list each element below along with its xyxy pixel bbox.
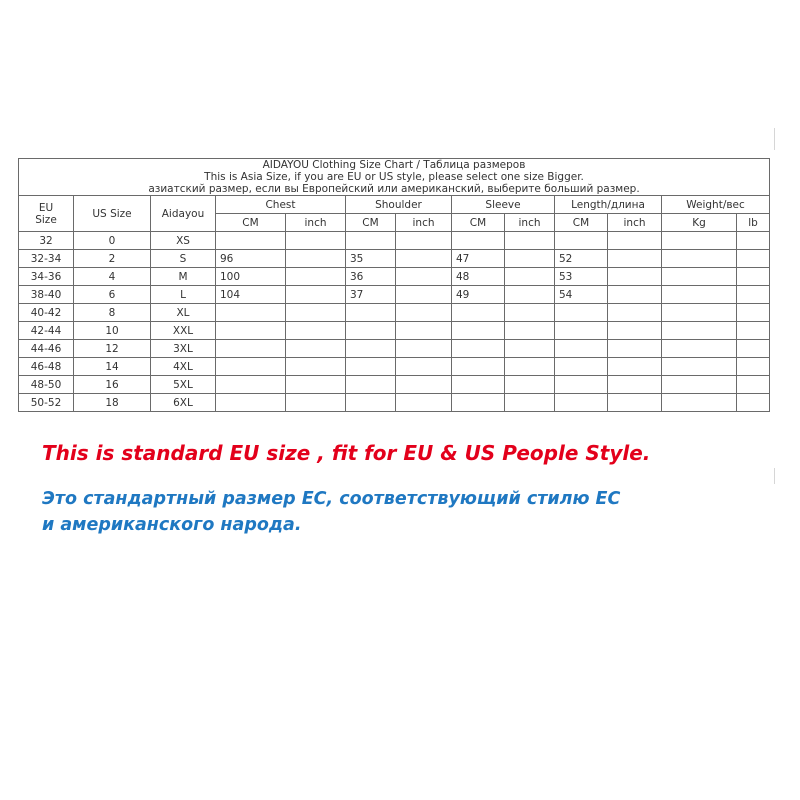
cell-shoulder-inch [396,376,452,394]
edge-mark-bottom [774,468,775,484]
cell-length-inch [608,358,662,376]
cell-us: 14 [74,358,151,376]
cell-sleeve-cm: 47 [452,250,505,268]
cell-length-inch [608,232,662,250]
cell-sleeve-cm [452,376,505,394]
subheader-shoulder-inch: inch [396,214,452,232]
cell-weight-lb [737,358,770,376]
cell-us: 6 [74,286,151,304]
cell-chest-inch [286,250,346,268]
cell-chest-cm [216,340,286,358]
cell-weight-lb [737,322,770,340]
cell-chest-cm [216,304,286,322]
table-row [19,268,770,286]
cell-chest-cm: 104 [216,286,286,304]
title-line-3: азиатский размер, если вы Европейский или американский, выберите больший размер. [148,183,640,195]
cell-chest-inch [286,340,346,358]
cell-length-inch [608,304,662,322]
cell-weight-kg [662,394,737,412]
cell-length-cm [555,304,608,322]
cell-sleeve-cm: 49 [452,286,505,304]
cell-aidayou: 4XL [151,358,216,376]
table-row [19,286,770,304]
cell-chest-cm: 100 [216,268,286,286]
edge-mark-top [774,128,775,150]
cell-aidayou: XXL [151,322,216,340]
subheader-sleeve-inch: inch [505,214,555,232]
cell-shoulder-cm: 37 [346,286,396,304]
title-line-1: AIDAYOU Clothing Size Chart / Таблица размеров [262,159,526,171]
cell-shoulder-inch [396,268,452,286]
cell-us: 0 [74,232,151,250]
cell-chest-inch [286,268,346,286]
cell-sleeve-inch [505,304,555,322]
cell-length-inch [608,250,662,268]
cell-chest-cm: 96 [216,250,286,268]
cell-aidayou: 3XL [151,340,216,358]
cell-weight-lb [737,268,770,286]
cell-sleeve-cm [452,304,505,322]
subheader-sleeve-cm: CM [452,214,505,232]
cell-sleeve-cm [452,394,505,412]
cell-sleeve-inch [505,286,555,304]
header-row [19,196,770,214]
cell-shoulder-cm [346,340,396,358]
cell-weight-kg [662,268,737,286]
cell-length-cm [555,232,608,250]
cell-chest-cm [216,322,286,340]
cell-eu: 46-48 [19,358,74,376]
cell-length-cm [555,340,608,358]
cell-length-cm: 52 [555,250,608,268]
cell-weight-kg [662,340,737,358]
cell-sleeve-inch [505,232,555,250]
cell-sleeve-inch [505,394,555,412]
table-row [19,394,770,412]
cell-length-inch [608,268,662,286]
header-sleeve: Sleeve [452,196,555,214]
cell-eu: 48-50 [19,376,74,394]
cell-eu: 42-44 [19,322,74,340]
cell-length-inch [608,394,662,412]
cell-length-inch [608,340,662,358]
cell-shoulder-cm [346,322,396,340]
header-eu-size [19,196,74,232]
cell-length-cm: 53 [555,268,608,286]
cell-chest-inch [286,358,346,376]
cell-sleeve-inch [505,358,555,376]
cell-weight-lb [737,250,770,268]
cell-shoulder-cm [346,358,396,376]
cell-sleeve-cm [452,232,505,250]
cell-shoulder-cm [346,304,396,322]
subheader-length-cm: CM [555,214,608,232]
cell-us: 16 [74,376,151,394]
cell-aidayou: 5XL [151,376,216,394]
cell-length-cm [555,376,608,394]
cell-aidayou: 6XL [151,394,216,412]
header-eu-line1: EU [38,201,54,214]
cell-chest-inch [286,322,346,340]
cell-sleeve-inch [505,250,555,268]
header-aidayou: Aidayou [151,196,216,232]
cell-us: 12 [74,340,151,358]
header-length: Length/длина [555,196,662,214]
cell-sleeve-cm [452,358,505,376]
subheader-shoulder-cm: CM [346,214,396,232]
cell-shoulder-inch [396,250,452,268]
cell-sleeve-inch [505,376,555,394]
cell-weight-kg [662,304,737,322]
cell-chest-inch [286,232,346,250]
subheader-chest-inch: inch [286,214,346,232]
cell-length-inch [608,286,662,304]
chart-title [19,159,770,196]
table-row [19,340,770,358]
cell-chest-cm [216,358,286,376]
russian-note [42,486,620,538]
russian-note-line-2: и американского народа. [42,515,302,535]
cell-length-cm: 54 [555,286,608,304]
cell-shoulder-cm: 36 [346,268,396,286]
header-us-size: US Size [74,196,151,232]
cell-weight-lb [737,394,770,412]
cell-us: 4 [74,268,151,286]
cell-weight-lb [737,376,770,394]
cell-length-inch [608,322,662,340]
english-note: This is standard EU size , fit for EU & US People Style. [42,441,651,465]
cell-weight-lb [737,340,770,358]
cell-chest-cm [216,376,286,394]
cell-weight-lb [737,304,770,322]
subheader-length-inch: inch [608,214,662,232]
cell-eu: 38-40 [19,286,74,304]
cell-eu: 32 [19,232,74,250]
cell-eu: 32-34 [19,250,74,268]
cell-sleeve-cm: 48 [452,268,505,286]
cell-shoulder-inch [396,358,452,376]
table-row [19,304,770,322]
cell-chest-inch [286,394,346,412]
size-rows [19,232,770,412]
cell-eu: 44-46 [19,340,74,358]
header-shoulder: Shoulder [346,196,452,214]
cell-shoulder-inch [396,340,452,358]
subheader-weight-lb: lb [737,214,770,232]
cell-sleeve-inch [505,322,555,340]
table-row [19,358,770,376]
cell-sleeve-inch [505,340,555,358]
cell-us: 2 [74,250,151,268]
cell-weight-lb [737,286,770,304]
cell-length-cm [555,358,608,376]
table-row [19,250,770,268]
cell-weight-kg [662,250,737,268]
russian-note-line-1: Это стандартный размер ЕС, соответствующий стилю ЕС [42,489,621,509]
cell-chest-inch [286,376,346,394]
cell-sleeve-inch [505,268,555,286]
cell-chest-inch [286,304,346,322]
cell-aidayou: M [151,268,216,286]
cell-weight-kg [662,286,737,304]
cell-sleeve-cm [452,340,505,358]
title-line-2: This is Asia Size, if you are EU or US style, please select one size Bigger. [204,171,584,183]
cell-sleeve-cm [452,322,505,340]
header-chest: Chest [216,196,346,214]
cell-chest-cm [216,394,286,412]
cell-us: 10 [74,322,151,340]
cell-shoulder-cm: 35 [346,250,396,268]
cell-aidayou: S [151,250,216,268]
cell-shoulder-cm [346,394,396,412]
cell-chest-cm [216,232,286,250]
header-eu-line2: Size [35,213,57,226]
cell-shoulder-cm [346,232,396,250]
cell-eu: 50-52 [19,394,74,412]
cell-weight-kg [662,232,737,250]
subheader-chest-cm: CM [216,214,286,232]
cell-aidayou: XL [151,304,216,322]
cell-weight-kg [662,358,737,376]
cell-weight-lb [737,232,770,250]
cell-length-cm [555,322,608,340]
cell-eu: 40-42 [19,304,74,322]
cell-us: 18 [74,394,151,412]
cell-shoulder-inch [396,286,452,304]
cell-chest-inch [286,286,346,304]
cell-shoulder-inch [396,232,452,250]
table-row [19,376,770,394]
cell-shoulder-inch [396,394,452,412]
cell-us: 8 [74,304,151,322]
subheader-weight-kg: Kg [662,214,737,232]
header-weight: Weight/вес [662,196,770,214]
table-row [19,322,770,340]
cell-shoulder-inch [396,304,452,322]
cell-shoulder-inch [396,322,452,340]
cell-length-inch [608,376,662,394]
table-row [19,232,770,250]
title-row [19,159,770,196]
cell-aidayou: XS [151,232,216,250]
cell-aidayou: L [151,286,216,304]
size-chart-table [18,158,770,412]
cell-eu: 34-36 [19,268,74,286]
cell-weight-kg [662,376,737,394]
cell-weight-kg [662,322,737,340]
cell-length-cm [555,394,608,412]
cell-shoulder-cm [346,376,396,394]
